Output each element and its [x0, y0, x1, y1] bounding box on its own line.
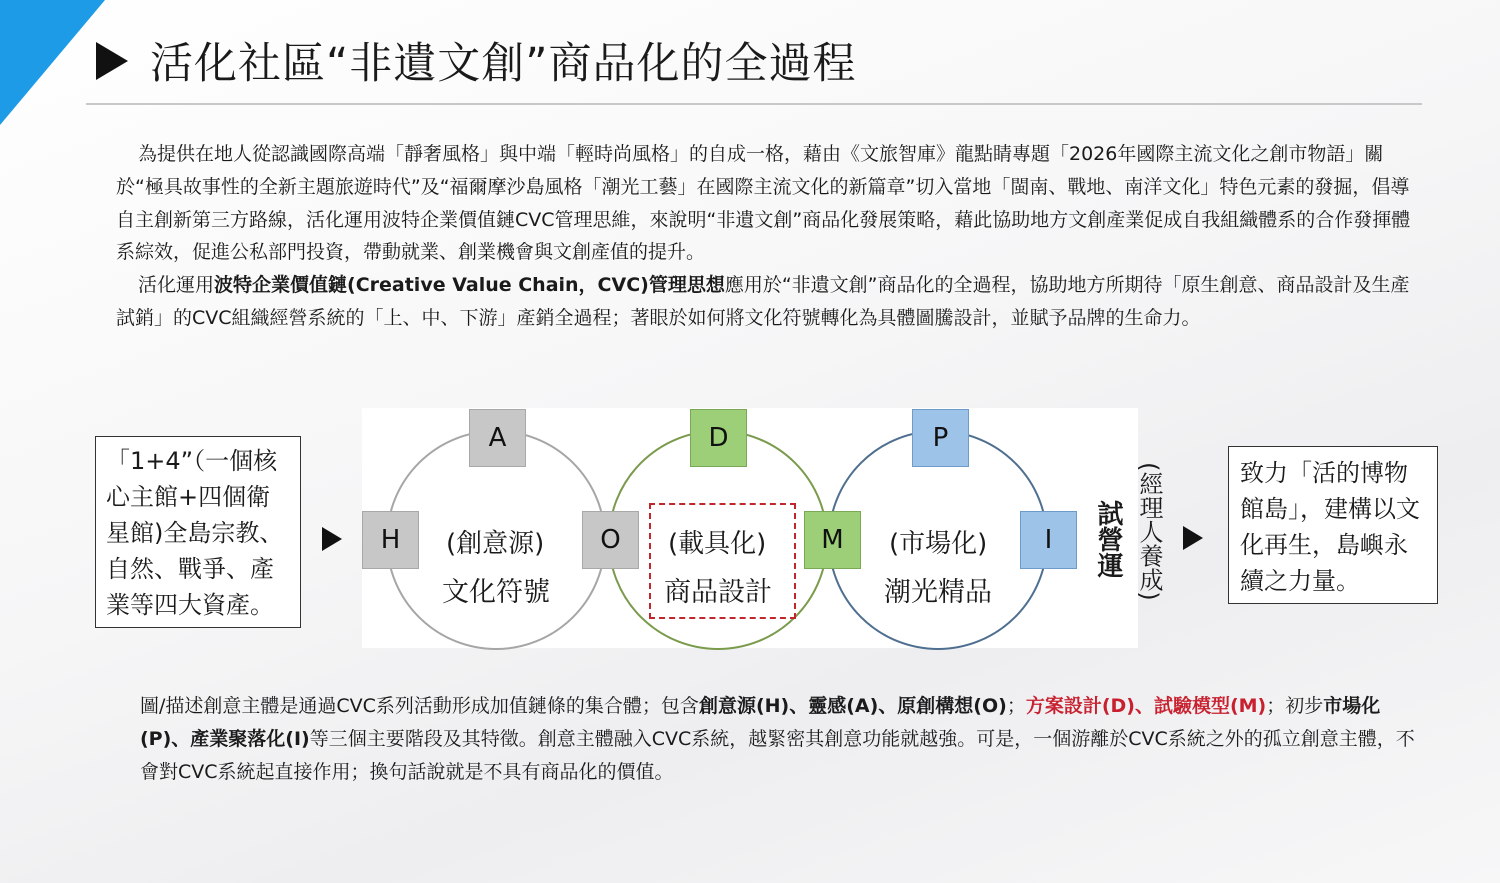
box-i: I	[1020, 511, 1077, 569]
intro-text	[116, 138, 1416, 335]
box-h: H	[362, 511, 419, 569]
caption-b1: 創意源(H)、靈感(A)、原創構想(O)	[698, 695, 1007, 717]
caption-t2: ；	[1006, 695, 1026, 717]
ring3-line1: (市場化)	[889, 529, 988, 559]
title-divider	[86, 103, 1422, 105]
caption-b2: 市場化(P)、產業聚落化(I)	[140, 695, 1381, 750]
ring1-line2: 文化符號	[442, 577, 550, 608]
caption-t3: ；初步	[1266, 695, 1324, 717]
figure-caption	[140, 690, 1420, 789]
right-arrow-icon	[1183, 526, 1203, 550]
ring2-line2: 商品設計	[664, 577, 772, 608]
box-a: A	[469, 409, 526, 467]
corner-accent	[0, 0, 105, 125]
intro-paragraph-2	[116, 269, 1416, 335]
caption-t1: 圖/描述創意主體是通過CVC系列活動形成加值鏈條的集合體；包含	[140, 695, 699, 717]
left-assets-text: 「1+4”（一個核心主館+四個衛星館)全島宗教、自然、戰爭、產業等四大資產。	[106, 447, 284, 619]
right-goal-text: 致力「活的博物館島」，建構以文化再生，島嶼永續之力量。	[1240, 459, 1420, 595]
page-title: 活化社區“非遺文創”商品化的全過程	[150, 39, 857, 89]
title-arrow-icon	[96, 42, 128, 80]
intro-p2-prefix: 活化運用	[138, 274, 215, 297]
right-goal-box	[1228, 446, 1438, 604]
trial-operation-label: 試營運	[1093, 500, 1123, 578]
box-p: P	[912, 409, 969, 467]
ring3-line2: 潮光精品	[884, 577, 992, 608]
caption-red: 方案設計(D)、試驗模型(M)	[1025, 695, 1267, 717]
caption-t4: 等三個主要階段及其特徵。創意主體融入CVC系統，越緊密其創意功能就越強。可是，一個游離於CVC系統之外的孤立創意主體，不會對CVC系統起直接作用；換句話說就是不具有商品化的價值。	[140, 728, 1415, 783]
ring1-line1: (創意源)	[446, 529, 545, 559]
box-o: O	[582, 511, 639, 569]
left-arrow-icon	[322, 527, 342, 551]
manager-training-label: (經理人養成)	[1135, 462, 1163, 601]
box-d: D	[690, 409, 747, 467]
box-m: M	[804, 511, 861, 569]
intro-p2-bold: 波特企業價值鏈(Creative Value Chain，CVC)管理思想	[214, 274, 725, 297]
left-assets-box	[95, 436, 301, 628]
intro-p2-suffix: 應用於“非遺文創”商品化的全過程，協助地方所期待「原生創意、商品設計及生產試銷」的CVC組織經營系統的「上、中、下游」產銷全過程；著眼於如何將文化符號轉化為具體圖騰設計，並賦予品牌的生命力。	[116, 274, 1410, 329]
intro-paragraph-1: 為提供在地人從認識國際高端「靜奢風格」與中端「輕時尚風格」的自成一格，藉由《文旅智庫》龍點睛專題「2026年國際主流文化之創市物語」關於“極具故事性的全新主題旅遊時代”及“福爾摩沙島風格「潮光工藝」在國際主流文化的新篇章”切入當地「閩南、戰地、南洋文化」特色元素的發掘，倡導自主創新第三方路線，活化運用波特企業價值鏈CVC管理思維，來說明“非遺文創”商品化發展策略，藉此協助地方文創產業促成自我組織體系的合作發揮體系綜效，促進公私部門投資，帶動就業、創業機會與文創產值的提升。	[116, 143, 1411, 264]
ring2-line1: (載具化)	[668, 529, 767, 559]
